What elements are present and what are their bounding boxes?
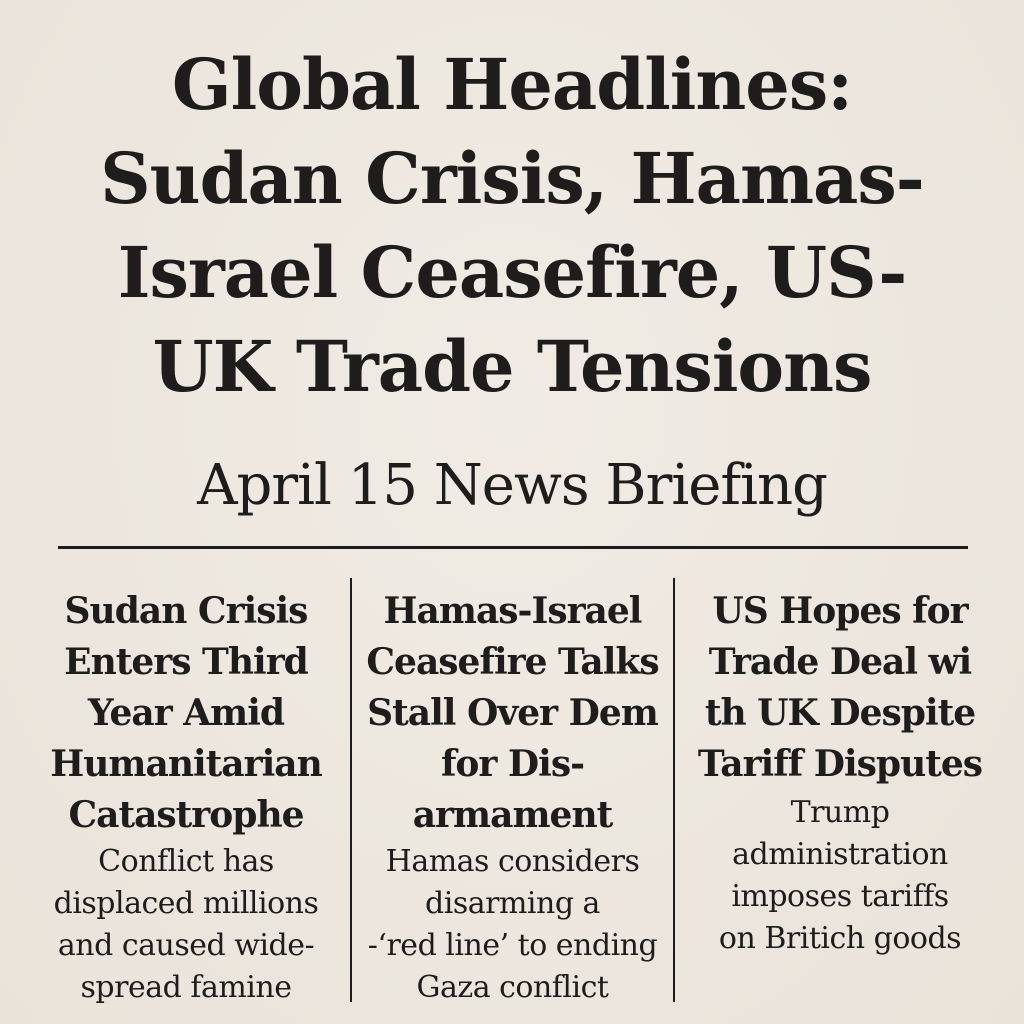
story-summary-line: spread famine [80, 970, 292, 1005]
story-title-line: Tariff Disputes [697, 743, 983, 785]
story-title-line: th UK Despite [704, 692, 976, 734]
story-summary-line: administration [732, 837, 948, 872]
horizontal-rule [58, 546, 968, 549]
story-title [680, 586, 1000, 790]
headline-line: Global Headlines: [171, 43, 853, 126]
story-title-line: Year Amid [87, 692, 285, 734]
story-summary-line: Trump [790, 795, 890, 830]
story-title [25, 586, 347, 841]
story-title-line: Enters Third [64, 641, 308, 683]
story-title-line: US Hopes for [712, 590, 968, 632]
story-summary [355, 841, 670, 1009]
story-summary [680, 792, 1000, 960]
column-divider [350, 578, 352, 1002]
headline-line: Sudan Crisis, Hamas- [100, 137, 924, 220]
story-title-line: Catastrophe [68, 794, 304, 836]
main-headline [60, 38, 964, 414]
story-summary-line: Conflict has [98, 844, 274, 879]
story-summary-line: Gaza conflict [416, 970, 609, 1005]
story-column-trade [680, 586, 1000, 960]
story-title-line: Trade Deal wi [708, 641, 972, 683]
story-column-ceasefire [355, 586, 670, 1009]
column-divider [673, 578, 675, 1002]
story-summary-line: displaced millions [53, 886, 319, 921]
story-title-line: Sudan Crisis [64, 590, 308, 632]
headline-line: UK Trade Tensions [152, 325, 872, 408]
story-title-line: armament [412, 794, 613, 836]
story-summary-line: on Britich goods [718, 921, 962, 956]
story-summary-line: Hamas considers [385, 844, 640, 879]
story-summary-line: and caused wide- [57, 928, 315, 963]
story-summary-line: -‘red line’ to ending [367, 928, 658, 963]
story-summary-line: disarming a [425, 886, 600, 921]
story-title-line: Stall Over Dem [367, 692, 658, 734]
story-title-line: Ceasefire Talks [366, 641, 659, 683]
headline-line: Israel Ceasefire, US- [117, 231, 907, 314]
briefing-subheadline: April 15 News Briefing [197, 453, 827, 518]
story-column-sudan [25, 586, 347, 1009]
story-title-line: for Dis- [440, 743, 585, 785]
story-title-line: Humanitarian [50, 743, 322, 785]
story-summary [25, 841, 347, 1009]
story-summary-line: imposes tariffs [731, 879, 949, 914]
story-title [355, 586, 670, 841]
story-title-line: Hamas-Israel [383, 590, 642, 632]
